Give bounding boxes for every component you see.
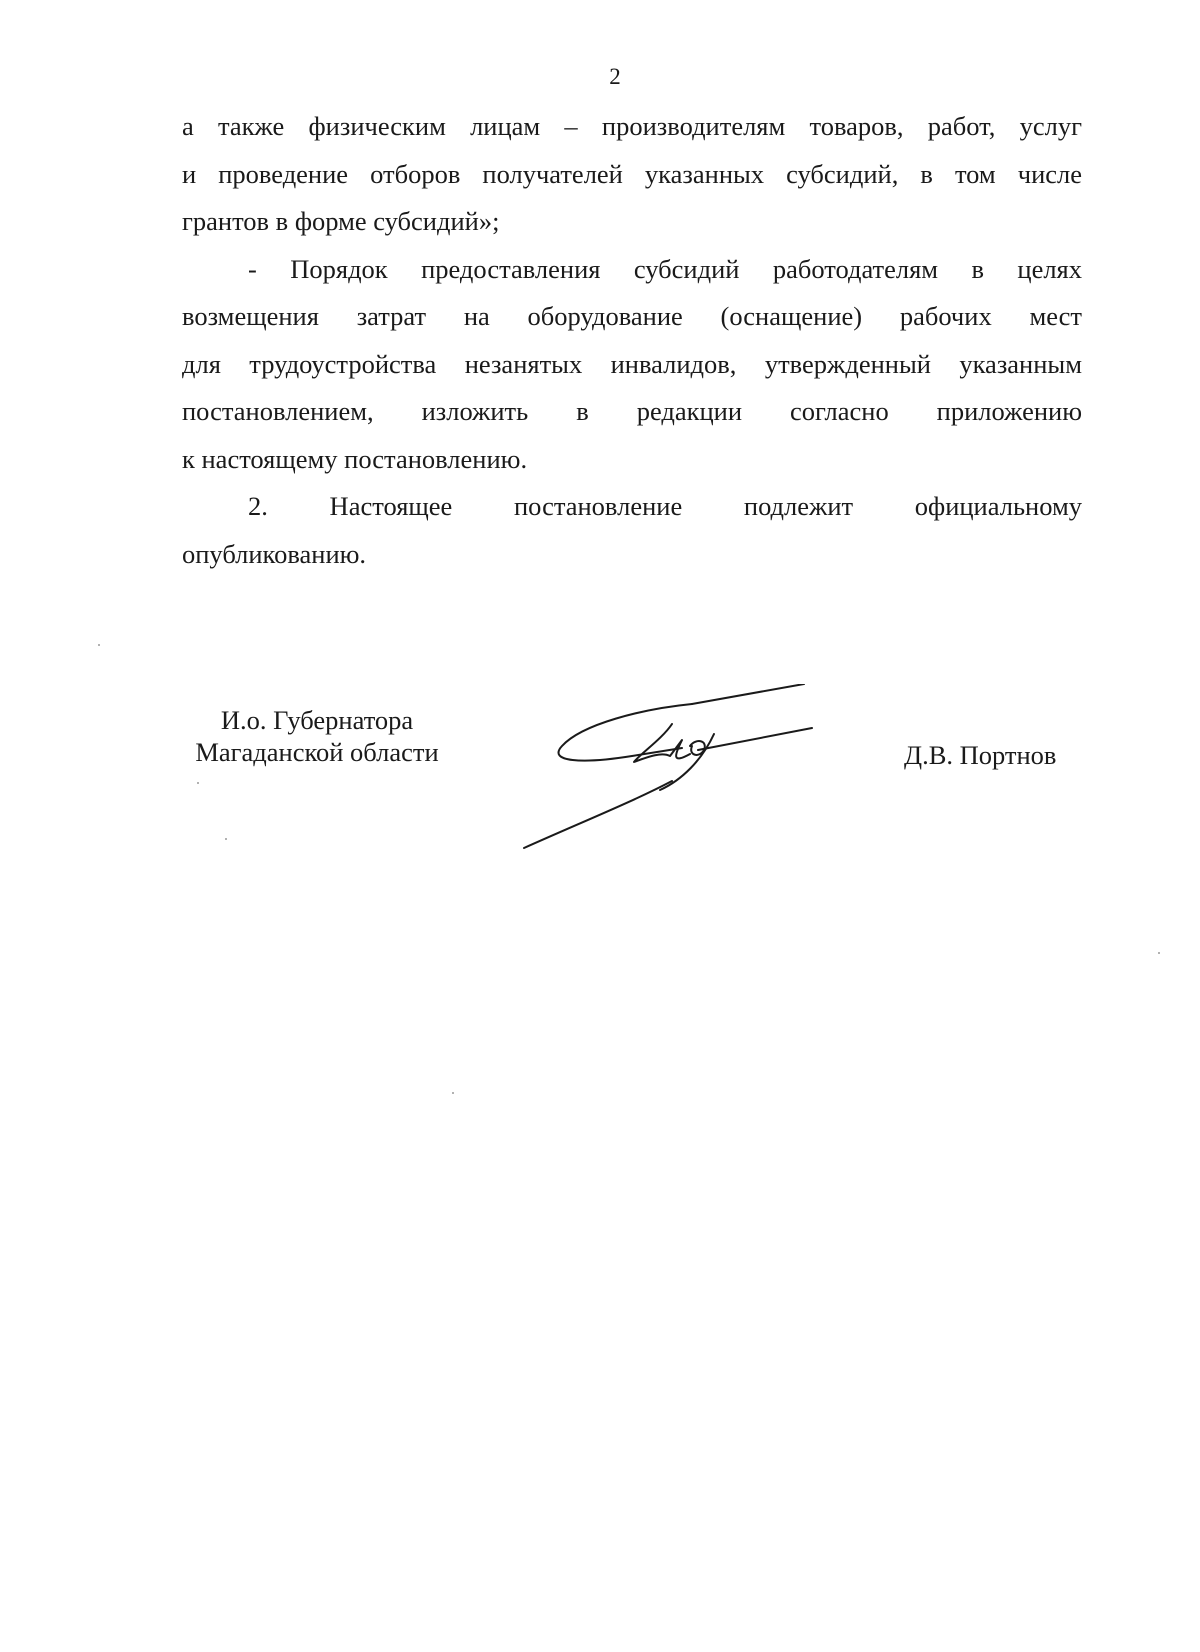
scan-speck — [452, 1092, 454, 1094]
paragraph-1-line-2: и проведение отборов получателей указанных субсидий, в том числе — [182, 158, 1082, 189]
paragraph-2 — [182, 246, 1082, 484]
paragraph-2-line-2: возмещения затрат на оборудование (оснащение) рабочих мест — [182, 301, 1082, 331]
paragraph-2-line-3: для трудоустройства незанятых инвалидов, утвержденный указанным — [182, 348, 1082, 379]
signatory-title-line-2: Магаданской области — [195, 737, 439, 767]
paragraph-3-line-1: 2. Настоящее постановление подлежит официальному — [248, 491, 1082, 521]
handwritten-signature — [522, 684, 842, 884]
paragraph-2-line-4: постановлением, изложить в редакции согласно приложению — [182, 396, 1082, 426]
paragraph-3 — [182, 483, 1082, 578]
signatory-title-line-1: И.о. Губернатора — [220, 705, 414, 735]
signatory-title — [182, 704, 452, 768]
page-number: 2 — [609, 64, 621, 89]
signatory-name: Д.В. Портнов — [904, 740, 1057, 770]
paragraph-1 — [182, 103, 1082, 246]
paragraph-1-line-3: грантов в форме субсидий»; — [182, 206, 500, 236]
scan-speck — [225, 838, 227, 840]
paragraph-2-line-5: к настоящему постановлению. — [182, 443, 528, 474]
scan-speck — [98, 644, 100, 646]
signature-block — [182, 704, 1082, 884]
scan-speck — [197, 782, 199, 784]
paragraph-2-line-1: - Порядок предоставления субсидий работодателям в целях — [248, 253, 1082, 284]
document-body — [182, 103, 1082, 578]
scan-speck — [1158, 952, 1160, 954]
paragraph-1-line-1: а также физическим лицам – производителям товаров, работ, услуг — [182, 111, 1082, 141]
paragraph-3-line-2: опубликованию. — [182, 538, 367, 569]
